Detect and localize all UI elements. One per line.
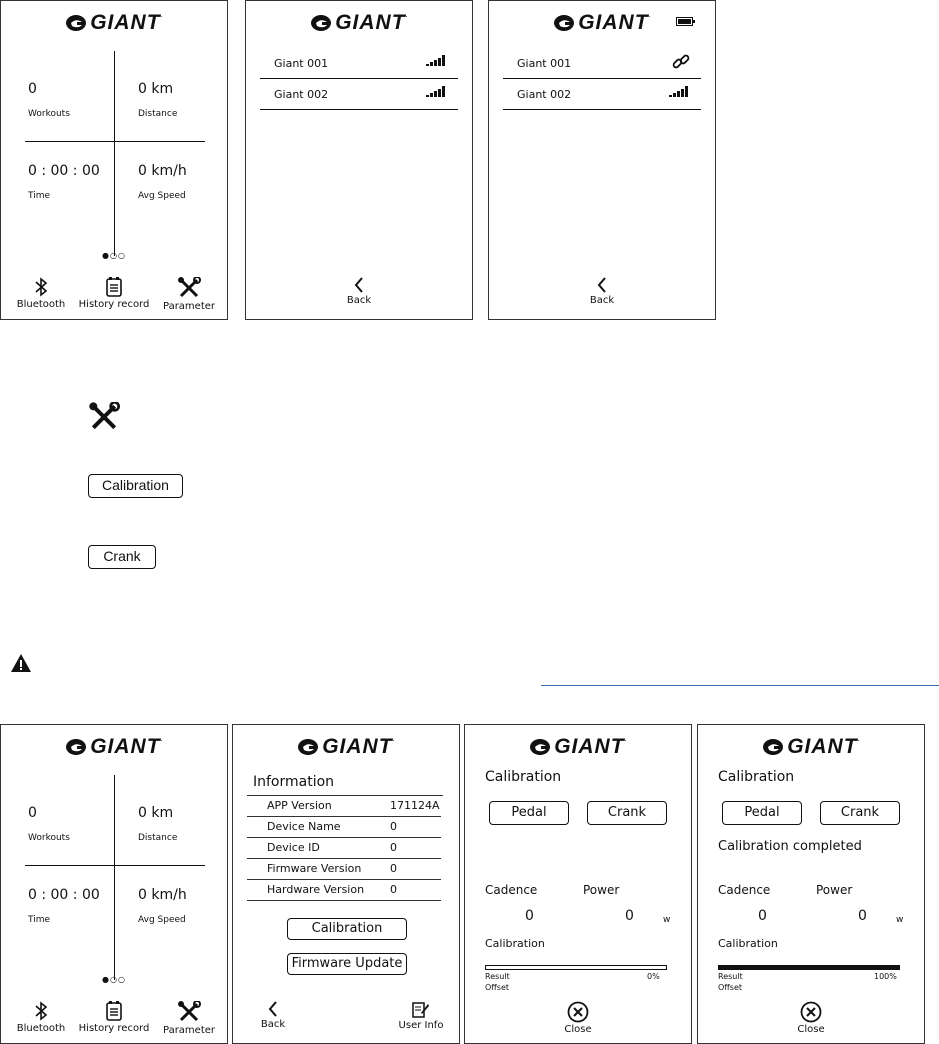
power-unit: w (663, 915, 671, 925)
workouts-value: 0 (28, 805, 37, 821)
distance-value: 0 km (138, 81, 174, 97)
signal-icon (426, 54, 448, 66)
giant-logo: GIANT. (698, 735, 924, 759)
calibration-button[interactable]: Calibration (88, 474, 183, 498)
cadence-value: 0 (525, 908, 534, 924)
home-screen (0, 724, 228, 1044)
bluetooth-button[interactable]: Bluetooth (11, 277, 71, 310)
bluetooth-icon (34, 277, 48, 297)
battery-icon (676, 17, 696, 26)
device-row[interactable]: Giant 001 (503, 48, 701, 79)
info-row: APP Version 171124A (247, 796, 441, 817)
back-button[interactable]: Back (246, 277, 472, 306)
calibration-progress-bar (718, 965, 900, 970)
history-icon (105, 277, 123, 297)
information-screen (232, 724, 460, 1044)
distance-value: 0 km (138, 805, 174, 821)
avg-speed-value: 0 km/h (138, 887, 187, 903)
signal-icon (426, 85, 448, 97)
info-row: Hardware Version 0 (247, 880, 441, 901)
calibration-section-label: Calibration (485, 937, 545, 950)
calibration-progress-bar (485, 965, 667, 970)
cadence-value: 0 (758, 908, 767, 924)
info-row: Firmware Version 0 (247, 859, 441, 880)
calibration-title: Calibration (718, 769, 795, 785)
crank-button[interactable]: Crank (820, 801, 900, 825)
power-value: 0 (858, 908, 867, 924)
cadence-label: Cadence (718, 883, 771, 897)
time-label: Time (28, 915, 51, 925)
history-record-button[interactable]: History record (77, 1001, 151, 1034)
distance-label: Distance (138, 109, 178, 119)
warning-icon (10, 653, 32, 673)
close-button[interactable]: Close (465, 1001, 691, 1035)
device-connected-screen (488, 0, 716, 320)
result-label: Result (485, 972, 510, 981)
history-record-button[interactable]: History record (77, 277, 151, 310)
calibration-section-label: Calibration (718, 937, 778, 950)
tools-icon (88, 402, 120, 432)
chevron-left-icon (353, 277, 365, 293)
giant-logo: GIANT. (246, 11, 472, 35)
calibration-button[interactable]: Calibration (287, 918, 407, 940)
power-unit: w (896, 915, 904, 925)
tools-icon (177, 1001, 201, 1023)
edit-icon (412, 1001, 430, 1018)
home-screen (0, 0, 228, 320)
time-value: 0 : 00 : 00 (28, 887, 100, 903)
giant-logo: GIANT. (1, 11, 227, 35)
bluetooth-button[interactable]: Bluetooth (11, 1001, 71, 1034)
info-title: Information (253, 774, 335, 790)
avg-speed-value: 0 km/h (138, 163, 187, 179)
close-button[interactable]: Close (698, 1001, 924, 1035)
calibration-title: Calibration (485, 769, 562, 785)
bluetooth-icon (34, 1001, 48, 1021)
device-row[interactable]: Giant 002 (503, 79, 701, 110)
workouts-value: 0 (28, 81, 37, 97)
avg-speed-label: Avg Speed (138, 915, 186, 925)
progress-percent: 0% (647, 972, 660, 981)
time-value: 0 : 00 : 00 (28, 163, 100, 179)
chevron-left-icon (267, 1001, 279, 1017)
giant-logo: GIANT. (1, 735, 227, 759)
page-indicator: ●○○ (102, 975, 126, 984)
firmware-update-button[interactable]: Firmware Update (287, 953, 407, 975)
close-icon (567, 1001, 589, 1023)
tools-icon (177, 277, 201, 299)
link-underline (541, 685, 939, 686)
link-icon (671, 52, 691, 72)
power-value: 0 (625, 908, 634, 924)
workouts-label: Workouts (28, 833, 70, 843)
calibration-screen (464, 724, 692, 1044)
back-button[interactable]: Back (253, 1001, 293, 1030)
calibration-completed-screen (697, 724, 925, 1044)
time-label: Time (28, 191, 51, 201)
progress-percent: 100% (874, 972, 897, 981)
avg-speed-label: Avg Speed (138, 191, 186, 201)
chevron-left-icon (596, 277, 608, 293)
device-row[interactable]: Giant 002 (260, 79, 458, 110)
pedal-button[interactable]: Pedal (722, 801, 802, 825)
crank-button[interactable]: Crank (88, 545, 156, 569)
device-list-screen (245, 0, 473, 320)
user-info-button[interactable]: User Info (393, 1001, 449, 1031)
offset-label: Offset (718, 983, 743, 992)
info-row: Device Name 0 (247, 817, 441, 838)
calibration-status: Calibration completed (718, 839, 862, 854)
history-icon (105, 1001, 123, 1021)
power-label: Power (816, 883, 853, 897)
distance-label: Distance (138, 833, 178, 843)
pedal-button[interactable]: Pedal (489, 801, 569, 825)
cadence-label: Cadence (485, 883, 538, 897)
offset-label: Offset (485, 983, 510, 992)
giant-logo: GIANT. (233, 735, 459, 759)
page-indicator: ●○○ (102, 251, 126, 260)
device-row[interactable]: Giant 001 (260, 48, 458, 79)
parameter-button[interactable]: Parameter (159, 277, 219, 312)
info-row: Device ID 0 (247, 838, 441, 859)
power-label: Power (583, 883, 620, 897)
result-label: Result (718, 972, 743, 981)
giant-logo: GIANT. (489, 11, 715, 35)
signal-icon (669, 85, 691, 97)
parameter-button[interactable]: Parameter (159, 1001, 219, 1036)
giant-logo: GIANT. (465, 735, 691, 759)
crank-button[interactable]: Crank (587, 801, 667, 825)
close-icon (800, 1001, 822, 1023)
workouts-label: Workouts (28, 109, 70, 119)
back-button[interactable]: Back (489, 277, 715, 306)
